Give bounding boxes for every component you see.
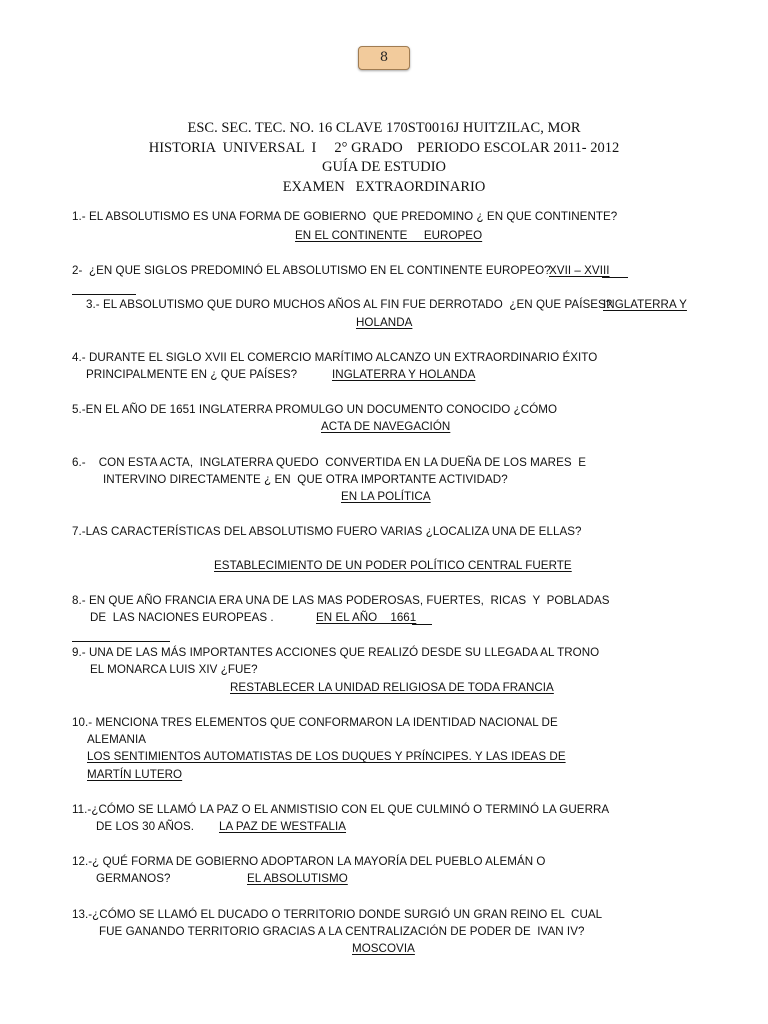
question-12-line-1: 12.-¿ QUÉ FORMA DE GOBIERNO ADOPTARON LA MAYORÍA DEL PUEBLO ALEMÁN O [72, 855, 546, 868]
answer-9: RESTABLECER LA UNIDAD RELIGIOSA DE TODA FRANCIA [230, 681, 554, 694]
question-8-line-1: 8.- EN QUE AÑO FRANCIA ERA UNA DE LAS MAS PODEROSAS, FUERTES, RICAS Y POBLADAS [72, 594, 610, 607]
question-2: 2- ¿EN QUE SIGLOS PREDOMINÓ EL ABSOLUTISMO EN EL CONTINENTE EUROPEO? [72, 264, 551, 277]
question-8-line-2: DE LAS NACIONES EUROPEAS . [90, 611, 274, 624]
answer-8-blank-line [412, 624, 432, 625]
answer-1: EN EL CONTINENTE EUROPEO [295, 229, 483, 242]
exam-title: EXAMEN EXTRAORDINARIO [282, 178, 486, 195]
school-name: ESC. SEC. TEC. NO. 16 CLAVE 170ST0016J HUITZILAC, MOR [187, 120, 581, 136]
answer-2-continuation-line [72, 294, 136, 295]
question-3: 3.- EL ABSOLUTISMO QUE DURO MUCHOS AÑOS AL FIN FUE DERROTADO ¿EN QUE PAÍSES? [86, 298, 613, 311]
answer-6: EN LA POLÍTICA [341, 490, 431, 503]
question-13-line-1: 13.-¿CÓMO SE LLAMÓ EL DUCADO O TERRITORIO DONDE SURGIÓ UN GRAN REINO EL CUAL [72, 908, 603, 921]
question-11-line-2: DE LOS 30 AÑOS. [96, 820, 195, 833]
document-header [0, 119, 768, 197]
answer-3-part-b: HOLANDA [356, 316, 413, 329]
answer-12: EL ABSOLUTISMO [247, 872, 348, 885]
question-5: 5.-EN EL AÑO DE 1651 INGLATERRA PROMULGO UN DOCUMENTO CONOCIDO ¿CÓMO [72, 403, 558, 416]
answer-2-blank-line [602, 277, 628, 278]
answer-3-part-a: INGLATERRA Y [603, 298, 687, 311]
question-10-line-1: 10.- MENCIONA TRES ELEMENTOS QUE CONFORMARON LA IDENTIDAD NACIONAL DE [72, 716, 558, 729]
answer-8: EN EL AÑO 1661 [316, 611, 417, 624]
course-line: HISTORIA UNIVERSAL I 2° GRADO PERIODO ESCOLAR 2011- 2012 [148, 139, 620, 156]
question-4-line-1: 4.- DURANTE EL SIGLO XVII EL COMERCIO MARÍTIMO ALCANZO UN EXTRAORDINARIO ÉXITO [72, 351, 598, 364]
question-7: 7.-LAS CARACTERÍSTICAS DEL ABSOLUTISMO FUERO VARIAS ¿LOCALIZA UNA DE ELLAS? [72, 525, 582, 538]
answer-8-continuation-line [72, 641, 170, 642]
question-4-line-2: PRINCIPALMENTE EN ¿ QUE PAÍSES? [86, 368, 298, 381]
question-12-line-2: GERMANOS? [96, 872, 171, 885]
answer-13: MOSCOVIA [352, 942, 415, 955]
question-6-line-2: INTERVINO DIRECTAMENTE ¿ EN QUE OTRA IMPORTANTE ACTIVIDAD? [103, 473, 508, 486]
question-11-line-1: 11.-¿CÓMO SE LLAMÓ LA PAZ O EL ANMISTISIO CON EL QUE CULMINÓ O TERMINÓ LA GUERRA [72, 803, 610, 816]
question-9-line-1: 9.- UNA DE LAS MÁS IMPORTANTES ACCIONES QUE REALIZÓ DESDE SU LLEGADA AL TRONO [72, 646, 600, 659]
answer-4: INGLATERRA Y HOLANDA [332, 368, 476, 381]
guide-title: GUÍA DE ESTUDIO [321, 159, 447, 176]
question-6-line-1: 6.- CON ESTA ACTA, INGLATERRA QUEDO CONVERTIDA EN LA DUEÑA DE LOS MARES E [72, 456, 586, 469]
answer-11: LA PAZ DE WESTFALIA [219, 820, 347, 833]
page-number-badge: 8 [358, 46, 410, 70]
answer-10-part-b: MARTÍN LUTERO [87, 768, 183, 781]
answer-7: ESTABLECIMIENTO DE UN PODER POLÍTICO CENTRAL FUERTE [214, 559, 572, 572]
answer-2: XVII – XVIII [549, 264, 610, 277]
answer-5: ACTA DE NAVEGACIÓN [321, 420, 451, 433]
question-1: 1.- EL ABSOLUTISMO ES UNA FORMA DE GOBIERNO QUE PREDOMINO ¿ EN QUE CONTINENTE? [72, 210, 618, 223]
question-10-line-2: ALEMANIA [87, 733, 147, 746]
answer-10-part-a: LOS SENTIMIENTOS AUTOMATISTAS DE LOS DUQUES Y PRÍNCIPES. Y LAS IDEAS DE [87, 750, 566, 763]
question-13-line-2: FUE GANANDO TERRITORIO GRACIAS A LA CENTRALIZACIÓN DE PODER DE IVAN IV? [99, 925, 585, 938]
question-9-line-2: EL MONARCA LUIS XIV ¿FUE? [90, 663, 258, 676]
